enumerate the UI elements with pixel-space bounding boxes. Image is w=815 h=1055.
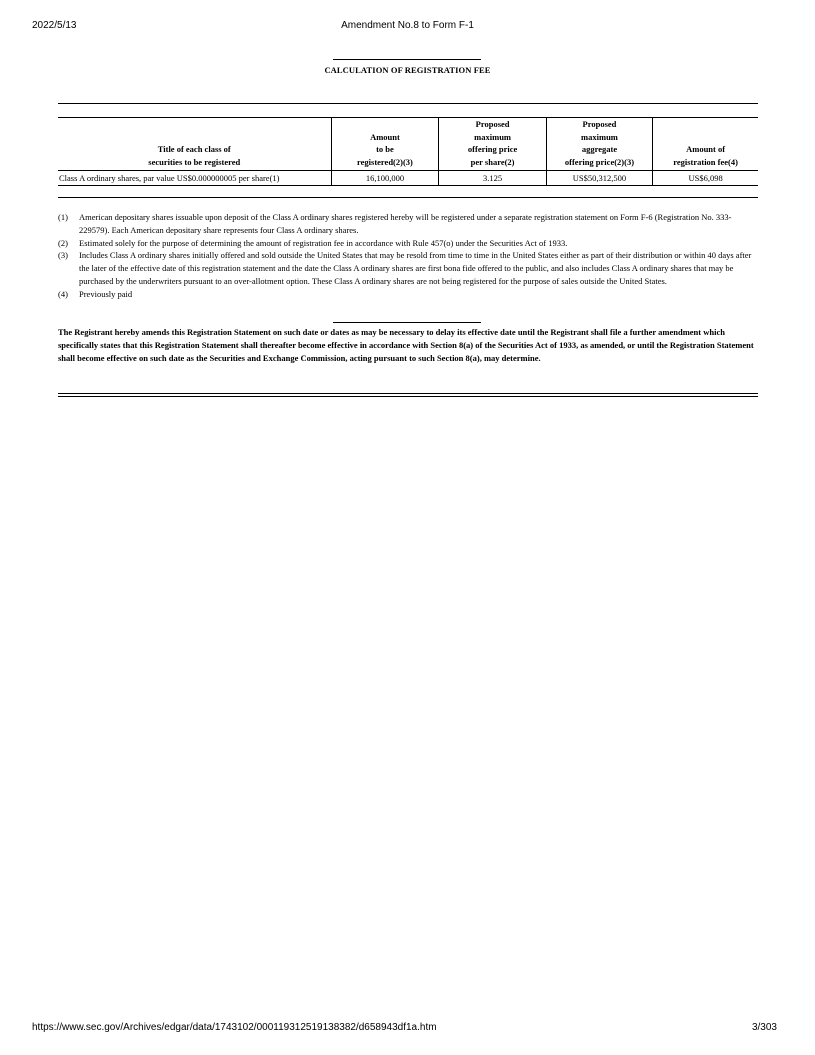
- footnote-1: (1) American depositary shares issuable upon deposit of the Class A ordinary shares registered hereby will be registered under a separate registration statement on Form F-6 (Registration No. 333-229579). Each American depositary share represents four Class A ordinary shares.: [58, 212, 732, 235]
- table-header-row: [58, 118, 758, 171]
- cell-registration-fee: US$6,098: [653, 171, 758, 186]
- delaying-amendment-statement: The Registrant hereby amends this Registration Statement on such date or dates as may be necessary to delay its effective date until the Registrant shall file a further amendment which specifically states that this Registration Statement shall thereafter become effective in accordance with Section 8(a) of the Securities Act of 1933, as amended, or until the Registration Statement shall become effective on such date as the Securities and Exchange Commission, acting pursuant to such Section 8(a), may determine.: [58, 327, 754, 364]
- print-date: 2022/5/13: [32, 20, 77, 31]
- header-registration-fee: Amount of registration fee(4): [653, 118, 758, 171]
- table-row: [58, 171, 758, 186]
- cell-aggregate-price: US$50,312,500: [546, 171, 652, 186]
- table-bottom-rule: [58, 197, 758, 198]
- page-number: 3/303: [751, 1022, 777, 1033]
- footnotes: [58, 211, 758, 301]
- cell-security-class: Class A ordinary shares, par value US$0.000000005 per share(1): [58, 171, 331, 186]
- fee-caption: CALCULATION OF REGISTRATION FEE: [324, 65, 491, 75]
- end-double-rule-top: [58, 393, 758, 394]
- source-url: https://www.sec.gov/Archives/edgar/data/1743102/000119312519138382/d658943df1a.htm: [32, 1022, 437, 1033]
- document-title: Amendment No.8 to Form F-1: [341, 20, 474, 31]
- caption-top-rule: [333, 59, 481, 60]
- header-offering-price: Proposed maximum offering price per share(2): [439, 118, 546, 171]
- registration-fee-table: [58, 117, 758, 186]
- header-title-of-class: Title of each class of securities to be registered: [58, 118, 331, 171]
- statement-top-rule: [333, 322, 481, 323]
- cell-amount-registered: 16,100,000: [331, 171, 439, 186]
- end-double-rule-bottom: [58, 396, 758, 397]
- table-top-rule: [58, 103, 758, 104]
- header-amount-registered: Amount to be registered(2)(3): [331, 118, 439, 171]
- footnote-2: (2) Estimated solely for the purpose of determining the amount of registration fee in accordance with Rule 457(o) under the Securities Act of 1933.: [58, 237, 568, 248]
- footnote-3: (3) Includes Class A ordinary shares initially offered and sold outside the United States that may be resold from time to time in the United States either as part of their distribution or within 40 days after the later of the effective date of this registration statement and the date the Class A ordinary shares are first bona fide offered to the public, and also includes Class A ordinary shares that may be purchased by the underwriters pursuant to an over-allotment option. These Class A ordinary shares are not being registered for the purpose of sales outside the United States.: [58, 250, 752, 286]
- footnote-4: (4) Previously paid: [58, 288, 133, 299]
- header-aggregate-price: Proposed maximum aggregate offering price(2)(3): [546, 118, 652, 171]
- cell-offering-price: 3.125: [439, 171, 546, 186]
